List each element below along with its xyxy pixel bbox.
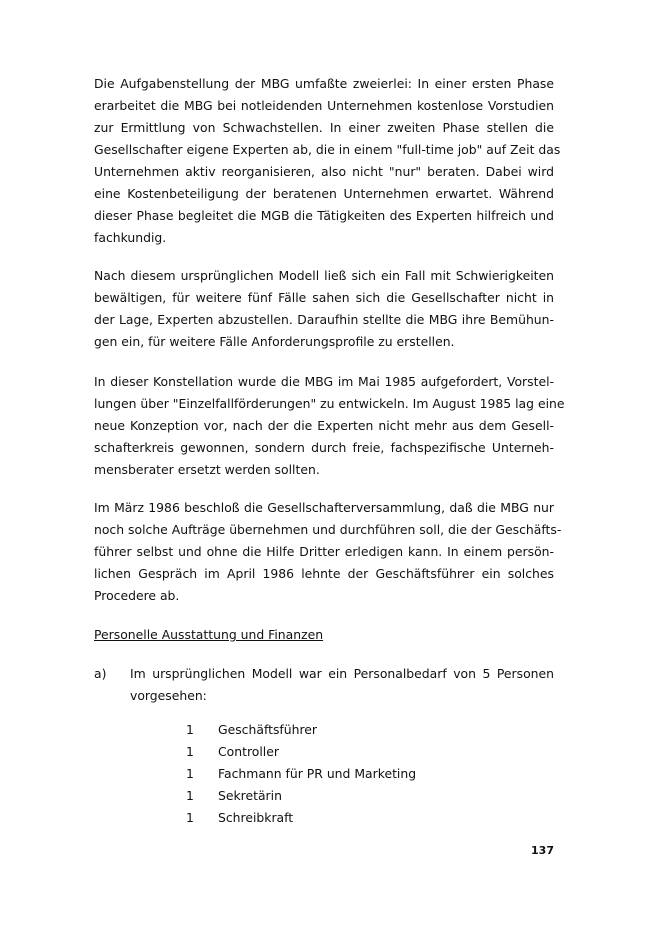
staff-role: Controller xyxy=(218,744,279,759)
staff-row xyxy=(186,719,466,741)
text-line: eine Kostenbeteiligung der beratenen Unternehmen erwartet. Während xyxy=(94,186,554,201)
text-line: schafterkreis gewonnen, sondern durch freie, fachspezifische Unterneh- xyxy=(94,440,554,455)
staff-role: Schreibkraft xyxy=(218,810,294,825)
text-line: lungen über "Einzelfallförderungen" zu entwickeln. Im August 1985 lag eine xyxy=(94,396,565,411)
text-line: lichen Gespräch im April 1986 lehnte der Geschäftsführer ein solches xyxy=(94,566,554,581)
text-line: führer selbst und ohne die Hilfe Dritter erledigen kann. In einem persön- xyxy=(94,544,554,559)
staff-role: Fachmann für PR und Marketing xyxy=(218,766,417,781)
staff-count: 1 xyxy=(186,788,194,803)
text-line: Im ursprünglichen Modell war ein Personalbedarf von 5 Personen xyxy=(130,666,554,681)
staff-count: 1 xyxy=(186,722,194,737)
text-line: Procedere ab. xyxy=(94,588,180,603)
staff-count: 1 xyxy=(186,810,194,825)
text-line: zur Ermittlung von Schwachstellen. In einer zweiten Phase stellen die xyxy=(94,120,554,135)
staff-row xyxy=(186,807,466,829)
staff-row xyxy=(186,763,466,785)
text-line: erarbeitet die MBG bei notleidenden Unternehmen kostenlose Vorstudien xyxy=(94,98,554,113)
text-line: Unternehmen aktiv reorganisieren, also nicht "nur" beraten. Dabei wird xyxy=(94,164,554,179)
section-heading: Personelle Ausstattung und Finanzen xyxy=(94,627,324,642)
paragraph-constellation xyxy=(94,371,565,481)
list-marker: a) xyxy=(94,666,107,681)
page-number: 137 xyxy=(531,844,554,857)
text-line: mensberater ersetzt werden sollten. xyxy=(94,462,320,477)
text-line: Die Aufgabenstellung der MBG umfaßte zweierlei: In einer ersten Phase xyxy=(94,76,554,91)
paragraph-original-model xyxy=(94,265,554,353)
text-line: vorgesehen: xyxy=(130,688,207,703)
staff-role: Geschäftsführer xyxy=(218,722,318,737)
text-line: der Lage, Experten abzustellen. Daraufhin stellte die MBG ihre Bemühun- xyxy=(94,312,554,327)
staff-row xyxy=(186,785,466,807)
paragraph-task-description xyxy=(94,73,561,249)
text-line: bewältigen, für weitere fünf Fälle sahen sich die Gesellschafter nicht in xyxy=(94,290,554,305)
staff-row xyxy=(186,741,466,763)
text-line: neue Konzeption vor, nach der die Experten nicht mehr aus dem Gesell- xyxy=(94,418,554,433)
staff-list xyxy=(186,719,466,829)
text-line: fachkundig. xyxy=(94,230,167,245)
paragraph-march-1986 xyxy=(94,497,562,607)
staff-count: 1 xyxy=(186,744,194,759)
staff-count: 1 xyxy=(186,766,194,781)
staff-role: Sekretärin xyxy=(218,788,282,803)
text-line: Nach diesem ursprünglichen Modell ließ sich ein Fall mit Schwierigkeiten xyxy=(94,268,554,283)
list-item-body xyxy=(130,663,554,707)
text-line: noch solche Aufträge übernehmen und durchführen soll, die der Geschäfts- xyxy=(94,522,562,537)
text-line: gen ein, für weitere Fälle Anforderungsprofile zu erstellen. xyxy=(94,334,455,349)
text-line: Gesellschafter eigene Experten ab, die in einem "full-time job" auf Zeit das xyxy=(94,142,561,157)
text-line: dieser Phase begleitet die MGB die Tätigkeiten des Experten hilfreich und xyxy=(94,208,554,223)
text-line: Im März 1986 beschloß die Gesellschafterversammlung, daß die MBG nur xyxy=(94,500,554,515)
text-line: In dieser Konstellation wurde die MBG im Mai 1985 aufgefordert, Vorstel- xyxy=(94,374,554,389)
